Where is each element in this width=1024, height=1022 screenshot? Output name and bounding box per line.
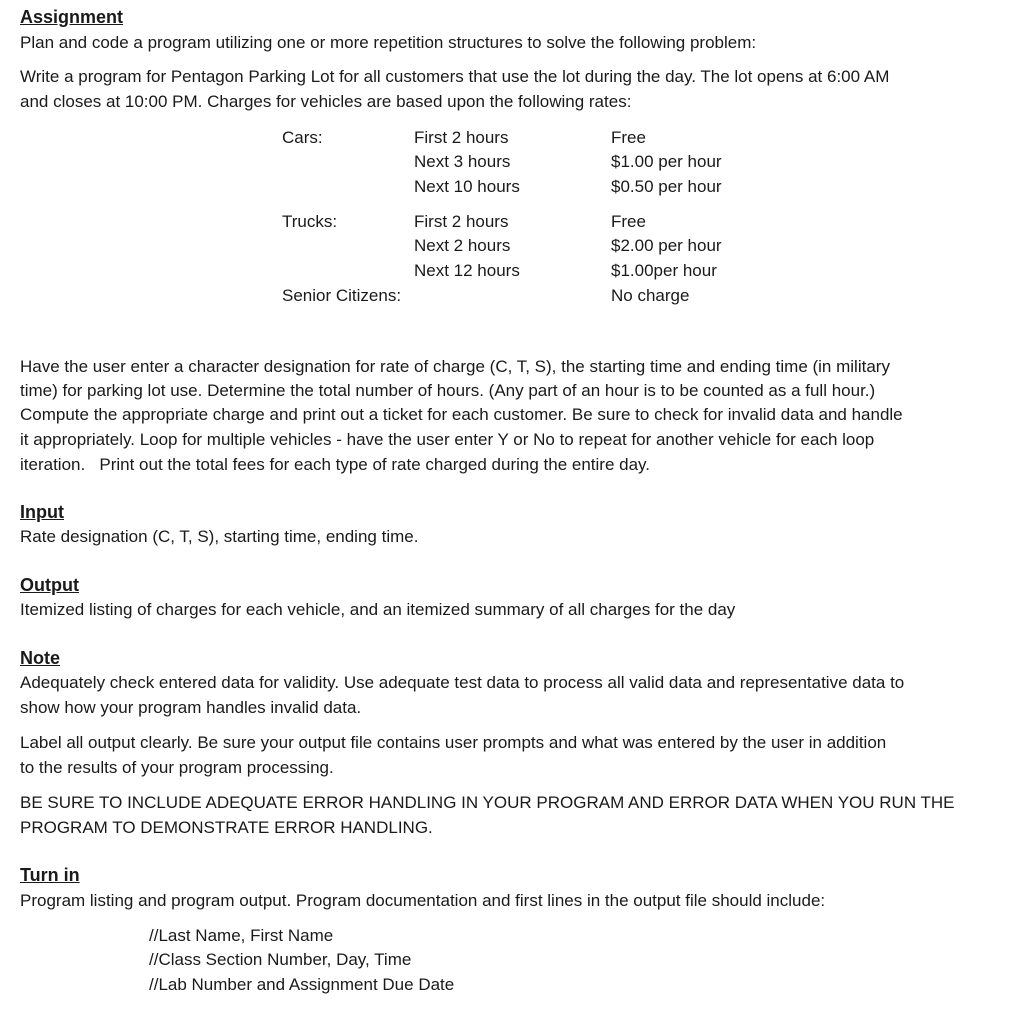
- cars-period-1: First 2 hours: [414, 128, 509, 147]
- note-p1-line-2: show how your program handles invalid data.: [20, 698, 362, 717]
- note-p2-line-1: Label all output clearly. Be sure your output file contains user prompts and what was entered by the user in addition: [20, 733, 887, 752]
- turn-in-item-2: //Class Section Number, Day, Time: [149, 950, 412, 969]
- cars-period-3: Next 10 hours: [414, 177, 520, 196]
- cars-label: Cars:: [282, 128, 323, 147]
- description-line-5: iteration. Print out the total fees for each type of rate charged during the entire day.: [20, 455, 651, 474]
- trucks-charge-3: $1.00per hour: [611, 261, 717, 280]
- input-text: Rate designation (C, T, S), starting time, ending time.: [20, 527, 419, 546]
- turn-in-heading: Turn in: [20, 865, 80, 885]
- note-p1-line-1: Adequately check entered data for validity. Use adequate test data to process all valid data and representative data to: [20, 673, 905, 692]
- description-line-1: Have the user enter a character designation for rate of charge (C, T, S), the starting time and ending time (in military: [20, 357, 890, 376]
- description-line-3: Compute the appropriate charge and print out a ticket for each customer. Be sure to check for invalid data and handle: [20, 405, 903, 424]
- output-text: Itemized listing of charges for each vehicle, and an itemized summary of all charges for the day: [20, 600, 736, 619]
- trucks-period-3: Next 12 hours: [414, 261, 520, 280]
- turn-in-item-3: //Lab Number and Assignment Due Date: [149, 975, 455, 994]
- assignment-intro: Plan and code a program utilizing one or more repetition structures to solve the following problem:: [20, 33, 757, 52]
- problem-line-2: and closes at 10:00 PM. Charges for vehicles are based upon the following rates:: [20, 92, 632, 111]
- seniors-label: Senior Citizens:: [282, 286, 402, 305]
- note-p3-line-2: PROGRAM TO DEMONSTRATE ERROR HANDLING.: [20, 818, 433, 837]
- input-heading: Input: [20, 502, 64, 522]
- description-line-4: it appropriately. Loop for multiple vehicles - have the user enter Y or No to repeat for another vehicle for each loop: [20, 430, 875, 449]
- turn-in-item-1: //Last Name, First Name: [149, 926, 334, 945]
- description-line-2: time) for parking lot use. Determine the total number of hours. (Any part of an hour is to be counted as a full hour.): [20, 381, 876, 400]
- seniors-charge: No charge: [611, 286, 690, 305]
- turn-in-text: Program listing and program output. Program documentation and first lines in the output file should include:: [20, 891, 826, 910]
- note-p2-line-2: to the results of your program processing.: [20, 758, 334, 777]
- output-heading: Output: [20, 575, 79, 595]
- cars-charge-3: $0.50 per hour: [611, 177, 722, 196]
- assignment-heading: Assignment: [20, 7, 124, 27]
- problem-line-1: Write a program for Pentagon Parking Lot for all customers that use the lot during the day. The lot opens at 6:00 AM: [20, 67, 890, 86]
- cars-period-2: Next 3 hours: [414, 152, 511, 171]
- trucks-period-2: Next 2 hours: [414, 236, 511, 255]
- trucks-label: Trucks:: [282, 212, 338, 231]
- note-heading: Note: [20, 648, 60, 668]
- trucks-charge-2: $2.00 per hour: [611, 236, 722, 255]
- cars-charge-2: $1.00 per hour: [611, 152, 722, 171]
- cars-charge-1: Free: [611, 128, 646, 147]
- note-p3-line-1: BE SURE TO INCLUDE ADEQUATE ERROR HANDLING IN YOUR PROGRAM AND ERROR DATA WHEN YOU RUN THE: [20, 793, 955, 812]
- trucks-charge-1: Free: [611, 212, 646, 231]
- trucks-period-1: First 2 hours: [414, 212, 509, 231]
